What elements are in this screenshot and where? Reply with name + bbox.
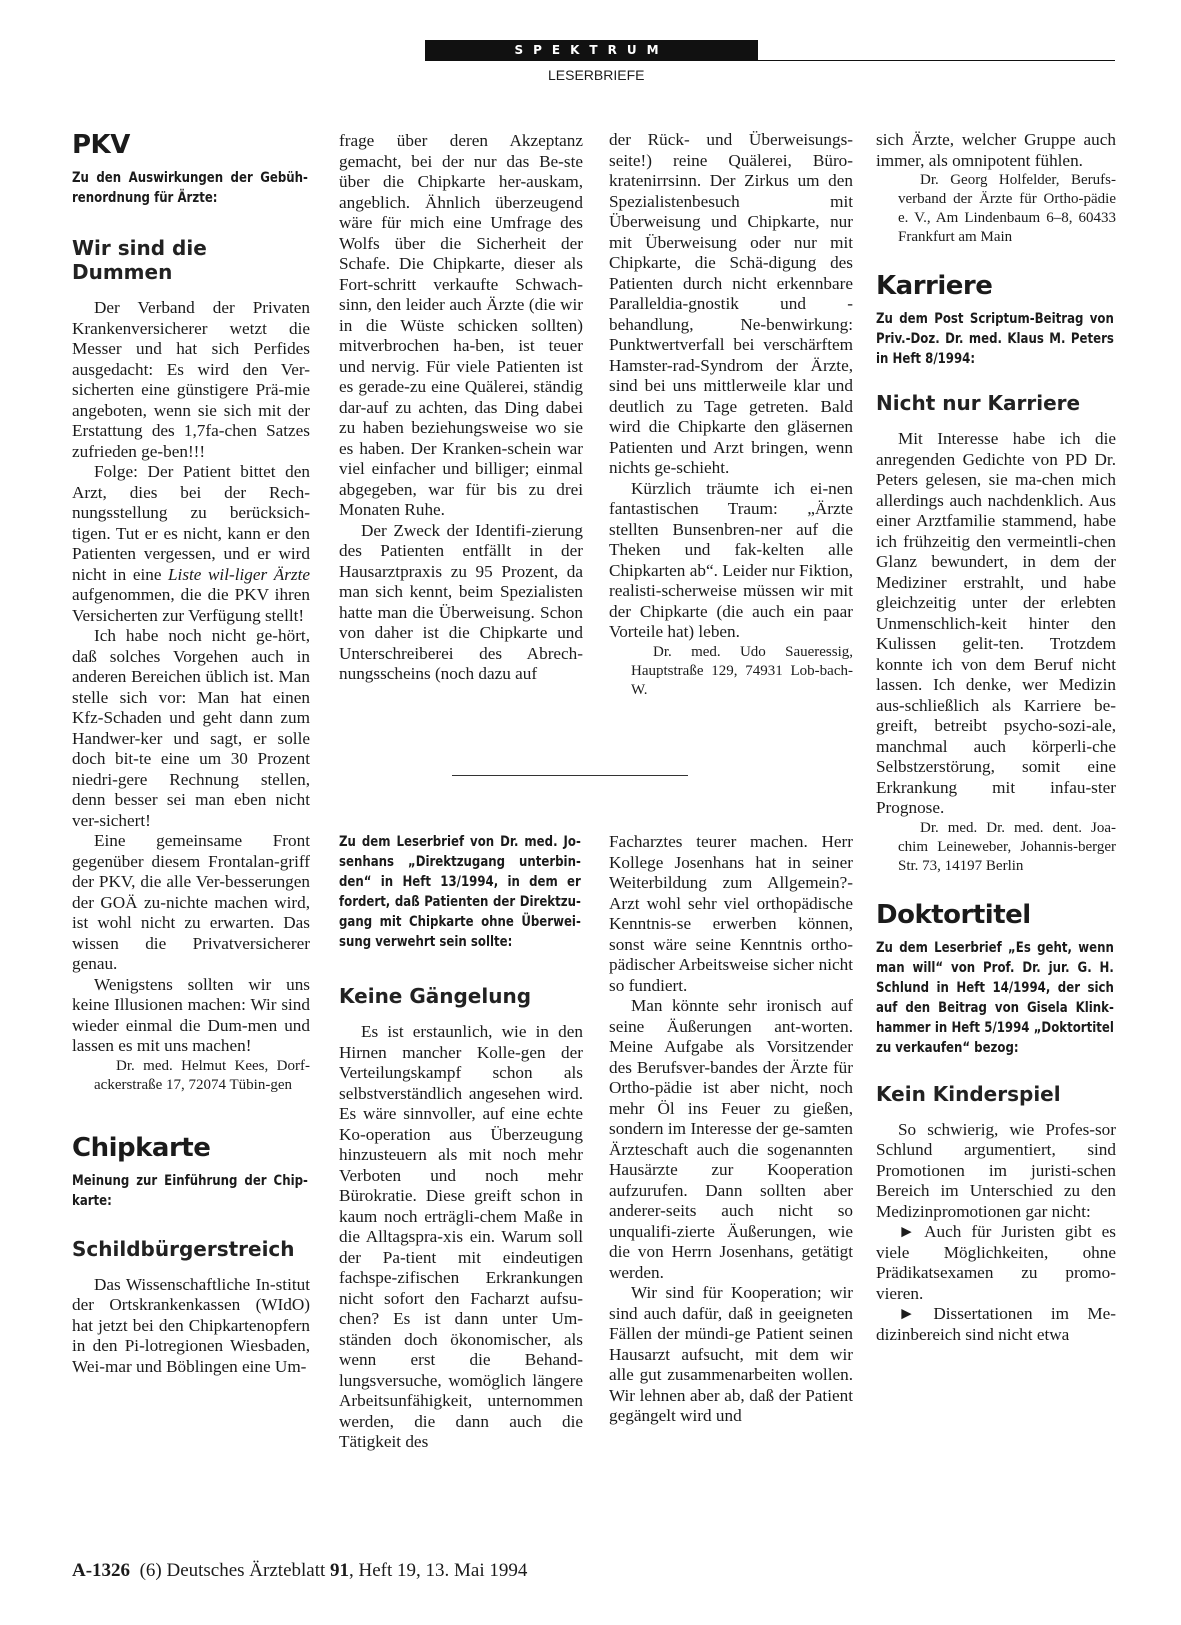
paragraph: Der Verband der Privaten Krankenversicherer wetzt die Messer und hat sich Perfides ausgedacht: Es wird den Ver-sicherten eine günstigere Prä-mie angeboten, wenn sie sich mit der Erstattung des 1,7fa-chen Satzes zufrieden ge-ben!!! <box>72 298 310 461</box>
issue-date: , Heft 19, 13. Mai 1994 <box>349 1560 528 1581</box>
column-3-lower <box>609 832 853 1427</box>
column-1 <box>72 130 310 1377</box>
paragraph: Folge: Der Patient bittet den Arzt, dies bei der Rech-nungsstellung zu berücksich-tigen. Tut er es nicht, kann er den Patienten vergessen, und er wird nicht in eine Liste wil-liger Ärzte aufgenommen, die die PKV ihren Versicherten zur Verfügung stellt! <box>72 462 310 625</box>
paragraph: sich Ärzte, welcher Gruppe auch immer, als omnipotent fühlen. <box>876 130 1116 170</box>
paragraph: Kürzlich träumte ich ei-nen fantastischen Traum: „Ärzte stellten Bunsenbren-ner auf die Theken und fak-kelten alle Chipkarten ab“. Leider nur Fiktion, realisti-scherweise müssen wir mit der Chipkarte (die auch ein paar Vorteile hat) leben. <box>609 478 853 641</box>
bullet-item: ► Dissertationen im Me-dizinbereich sind nicht etwa <box>876 1304 1116 1344</box>
paragraph: Wir sind für Kooperation; wir sind auch dafür, daß in geeigneten Fällen der mündi-ge Patient seinen Hausarzt aufsucht, mit dem wir alle gut zusammenarbeiten wollen. Wir lehnen aber ab, daß der Patient gegängelt wird und <box>609 1283 853 1425</box>
divider <box>452 775 688 776</box>
journal-prefix: (6) Deutsches Ärzteblatt <box>139 1560 331 1581</box>
signature: Dr. med. Dr. med. dent. Joa-chim Leineweber, Johannis-berger Str. 73, 14197 Berlin <box>898 819 1116 874</box>
article-intro: Zu dem Leserbrief von Dr. med. Jo-senhans „Direktzugang unterbin-den“ in Heft 13/1994, in dem er fordert, daß Patienten der Direktzu-gang mit Chipkarte ohne Überwei-sung verwehrt sein sollte: <box>339 834 581 950</box>
bullet-item: ► Auch für Juristen gibt es viele Möglichkeiten, ohne Prädikatsexamen zu promo-vieren. <box>876 1222 1116 1303</box>
column-2-lower <box>339 832 583 1453</box>
letter-heading: Nicht nur Karriere <box>876 391 1081 415</box>
paragraph: Es ist erstaunlich, wie in den Hirnen mancher Kolle-gen der Verteilungskampf schon als selbstverständlich angesehen wird. Es wäre sinnvoller, auf eine echte Ko-operation aus Überzeugung hinzusteuern als mit noch mehr Verboten und noch mehr Bürokratie. Diese greift schon in kaum noch erträgli-chem Maße in die Alltagspra-xis ein. Warum soll der Pa-tient mit eindeutigen fachspe-zifischen Erkrankungen nicht sofort den Facharzt aufsu-chen? Es ist dann unter Um-ständen doch ökonomischer, als wenn erst die Behand-lungsversuche, womöglich längere Arbeitsunfähigkeit, unternommen werden, die dann auch die Tätigkeit des <box>339 1022 583 1451</box>
paragraph: Mit Interesse habe ich die anregenden Gedichte von PD Dr. Peters gelesen, sie ma-chen mich allerdings auch nachdenklich. Aus einer Arztfamilie stammend, habe ich frühzeitig den vermeintli-chen Glanz bewundert, in dem der Mediziner erstrahlt, und habe gleichzeitig unter der erlebten Unmenschlich-keit hinter den Kulissen gelit-ten. Trotzdem konnte ich von dem Beruf nicht lassen. Ich denke, wer Medizin aus-schließlich als Karriere be-greift, betreibt psycho-sozi-ale, manchmal auch körperli-che Selbstzerstörung, somit eine Erkrankung mit infau-ster Prognose. <box>876 429 1116 817</box>
letter-heading: Keine Gängelung <box>339 984 532 1008</box>
article-title-chipkarte: Chipkarte <box>72 1132 211 1163</box>
paragraph: Der Zweck der Identifi-zierung des Patienten entfällt in der Hausarztpraxis zu 95 Prozent, da man sich kennt, beim Spezialisten hatte man die Überweisung. Schon von daher ist die Chipkarte und Unterschreiberei des Abrech-nungsscheins (noch dazu auf <box>339 520 583 683</box>
paragraph: Ich habe noch nicht ge-hört, daß solches Vorgehen auch in anderen Bereichen üblich ist. Man stelle sich vor: Man hat einen Kfz-Schaden und geht dann zum Handwer-ker und sagt, er solle doch bit-te eine um 30 Prozent niedri-gere Rechnung stellen, denn besser sei man eben nicht ver-sichert! <box>72 626 310 830</box>
section-band: SPEKTRUM <box>425 40 758 61</box>
paragraph: Eine gemeinsame Front gegenüber diesem Frontalan-griff der PKV, die alle Ver-besserungen der GOÄ zu-nichte machen wird, ist wohl nicht zu erwarten. Das wissen die Privatversicherer genau. <box>72 831 310 973</box>
signature: Dr. Georg Holfelder, Berufs-verband der Ärzte für Ortho-pädie e. V., Am Lindenbaum 6–8, 60433 Frankfurt am Main <box>898 172 1116 245</box>
article-intro: Zu den Auswirkungen der Gebüh-renordnung für Ärzte: <box>72 170 308 206</box>
signature: Dr. med. Udo Saueressig, Hauptstraße 129, 74931 Lob-bach-W. <box>631 643 853 698</box>
letter-heading: Schildbürgerstreich <box>72 1236 295 1261</box>
signature: Dr. med. Helmut Kees, Dorf-ackerstraße 17, 72074 Tübin-gen <box>94 1057 310 1093</box>
section-subtitle: LESERBRIEFE <box>548 67 645 83</box>
column-4 <box>876 130 1116 1345</box>
paragraph: Wenigstens sollten wir uns keine Illusionen machen: Wir sind wieder einmal die Dum-men und lassen es mit uns machen! <box>72 974 310 1055</box>
page-number: A-1326 <box>72 1560 131 1581</box>
paragraph: Das Wissenschaftliche In-stitut der Ortskrankenkassen (WIdO) hat jetzt bei den Chipkartenopfern in den Pi-lotregionen Wiesbaden, Wei-mar und Böblingen eine Um- <box>72 1274 310 1376</box>
article-title-karriere: Karriere <box>876 271 993 301</box>
paragraph: frage über deren Akzeptanz gemacht, bei der nur das Be-ste über die Chipkarte her-auskam, angeblich. Ähnlich überzeugend wäre für mich eine Umfrage des Wolfs über die Sicherheit der Schafe. Die Chipkarte, dieser als Fort-schritt verkaufte Schwach-sinn, den leider auch Ärzte (die wir in die Wüste schicken sollten) mitverbrochen ha-ben, ist teuer und nervig. Für viele Patienten ist es gerade-zu eine Quälerei, ständig dar-auf zu achten, das Ding dabei zu haben beziehungsweise wo sie es haben. Der Kranken-schein war viel einfacher und billiger; einmal abgegeben, war für bis zu drei Monaten Ruhe. <box>339 131 583 519</box>
article-intro: Meinung zur Einführung der Chip-karte: <box>72 1172 308 1209</box>
column-2 <box>339 131 583 685</box>
volume: 91 <box>330 1560 350 1581</box>
column-3 <box>609 130 853 700</box>
article-title-pkv: PKV <box>72 130 130 160</box>
article-intro: Zu dem Leserbrief „Es geht, wenn man will“ von Prof. Dr. jur. G. H. Schlund in Heft 14/1994, der sich auf den Beitrag von Gisela Klink-hammer in Heft 5/1994 „Doktortitel zu verkaufen“ bezog: <box>876 939 1114 1056</box>
paragraph: So schwierig, wie Profes-sor Schlund argumentiert, sind Promotionen im juristi-schen Bereich im Unterschied zu den Medizinpromotionen gar nicht: <box>876 1119 1116 1221</box>
paragraph: der Rück- und Überweisungs-seite!) reine Quälerei, Büro-kratenirrsinn. Der Zirkus um den Spezialistenbesuch mit Überweisung und Chipkarte, nur mit Überweisung oder nur mit Chipkarte, die Schä-digung des Patienten durch nicht erkennbare Paralleldia-gnostik und -behandlung, Ne-benwirkung: Punktwertverfall bei verschärftem Hamster-rad-Syndrom der Ärzte, sind bei uns mittlerweile klar und deutlich zu Tage getreten. Bald wird die Chipkarte den gläsernen Patienten und Arzt bringen, wenn nichts ge-schieht. <box>609 130 853 477</box>
article-title-doktortitel: Doktortitel <box>876 899 1031 930</box>
page-footer <box>72 1560 527 1582</box>
letter-heading: Wir sind die Dummen <box>72 236 207 284</box>
header-rule <box>425 60 1115 61</box>
article-intro: Zu dem Post Scriptum-Beitrag von Priv.-Doz. Dr. med. Klaus M. Peters in Heft 8/1994: <box>876 311 1114 367</box>
paragraph: Facharztes teurer machen. Herr Kollege Josenhans hat in seiner Weiterbildung zum Allgemein?-Arzt wohl sehr viel orthopädische Kenntnis-se erwerben können, sonst wäre seine Kenntnis ortho-pädischer Arbeitsweise sicher nicht so fundiert. <box>609 832 853 995</box>
letter-heading: Kein Kinderspiel <box>876 1081 1061 1106</box>
paragraph: Man könnte sehr ironisch auf seine Äußerungen ant-worten. Meine Aufgabe als Vorsitzender des Berufsver-bandes der Ärzte für Ortho-pädie ist aber nicht, noch mehr Öl ins Feuer zu gießen, sondern im Interesse der ge-samten Ärzteschaft auch die sogenannten Hausärzte zur Kooperation aufzurufen. Dann sollten aber anderer-seits auch nicht so unqualifi-zierte Äußerungen, wie die von Herrn Josenhans, getätigt werden. <box>609 996 853 1282</box>
